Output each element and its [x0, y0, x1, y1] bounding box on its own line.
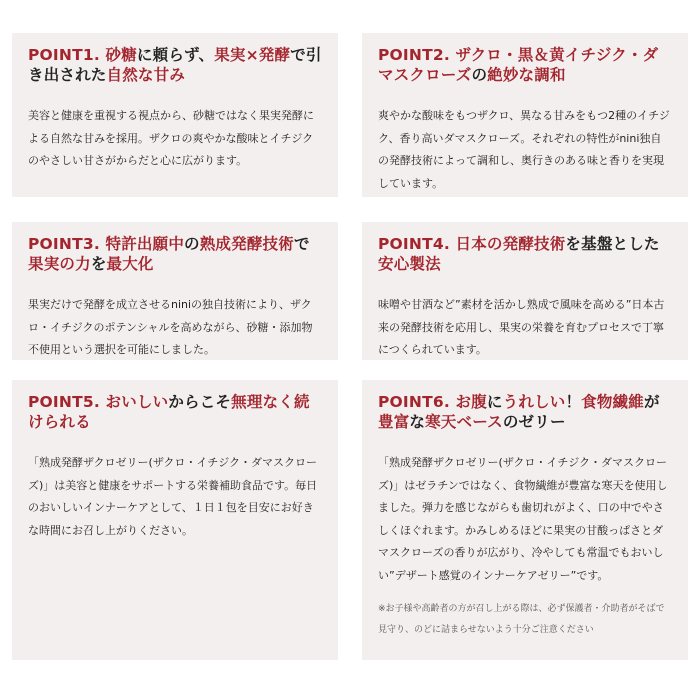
- point-card-2: [362, 33, 688, 197]
- title-highlight: 最大化: [106, 255, 154, 273]
- title-highlight: POINT4. 日本の発酵技術: [378, 235, 566, 253]
- title-highlight: POINT2. ザクロ・黒＆黄イチジク・ダマスクローズ: [378, 46, 659, 84]
- title-text: を: [90, 255, 107, 273]
- title-highlight: POINT3. 特許出願中: [28, 235, 185, 253]
- title-highlight: 果実の力: [28, 255, 91, 273]
- point-title: [378, 392, 672, 432]
- point-title: [28, 392, 322, 432]
- title-text: からこそ: [168, 393, 232, 411]
- point-description: 爽やかな酸味をもつザクロ、異なる甘みをもつ2種のイチジク、香り高いダマスクローズ。それぞれの特性がnini独自の発酵技術によって調和し、奥行きのある味と香りを実現しています。: [378, 109, 670, 190]
- title-highlight: 豊富: [378, 413, 410, 431]
- point-title: [28, 45, 322, 85]
- title-text: の: [471, 66, 488, 84]
- point-card-1: [12, 33, 338, 197]
- title-highlight: 安心製法: [378, 255, 441, 273]
- point-card-3: [12, 222, 338, 360]
- title-text: ！: [565, 393, 582, 411]
- point-description: 「熟成発酵ザクロゼリー(ザクロ・イチジク・ダマスクローズ)」は美容と健康をサポートする栄養補助食品です。毎日のおいしいインナーケアとして、１日１包を目安にお好きな時間にお召し上がりください。: [28, 456, 318, 537]
- title-text: に: [486, 393, 503, 411]
- point-title: [378, 234, 672, 274]
- title-highlight: うれしい: [502, 393, 566, 411]
- title-highlight: POINT6. お腹: [378, 393, 487, 411]
- title-text: な: [409, 413, 426, 431]
- title-text: の: [184, 235, 200, 253]
- point-description: 果実だけで発酵を成立させるniniの独自技術により、ザクロ・イチジクのポテンシャルを高めながら、砂糖・添加物不使用という選択を可能にしました。: [28, 298, 313, 356]
- title-text: で引き出された: [28, 46, 322, 84]
- point-title: [28, 234, 322, 274]
- point-description: 味噌や甘酒など”素材を活かし熟成で風味を高める”日本古来の発酵技術を応用し、果実の栄養を育むプロセスで丁寧につくられています。: [378, 298, 665, 356]
- point-description: 「熟成発酵ザクロゼリー(ザクロ・イチジク・ダマスクローズ)」はゼラチンではなく、食物繊維が豊富な寒天を使用しました。弾力を感じながらも歯切れがよく、口の中でやさしくほぐれます。かみしめるほどに果実の甘酸っぱさとダマスクローズの香りが広がり、冷やしても常温でもおいしい”デザート感覚のインナーケアゼリー”です。: [378, 456, 668, 582]
- title-text: で: [293, 235, 310, 253]
- title-highlight: 寒天ベース: [425, 413, 503, 431]
- point-description: 美容と健康を重視する視点から、砂糖ではなく果実発酵による自然な甘みを採用。ザクロの爽やかな酸味とイチジクのやさしい甘さがからだと心に広がります。: [28, 109, 314, 167]
- caution-note: ※お子様や高齢者の方が召し上がる際は、必ず保護者・介助者がそばで見守り、のどに詰まらせないよう十分ご注意ください: [378, 604, 665, 635]
- title-text: のゼリー: [502, 413, 566, 431]
- title-highlight: 自然な甘み: [106, 66, 186, 84]
- title-text: を基盤とした: [565, 235, 660, 253]
- point-title: [378, 45, 672, 85]
- title-highlight: 絶妙な調和: [487, 66, 566, 84]
- title-highlight: 無理なく続けられる: [28, 393, 310, 431]
- title-highlight: POINT1. 砂糖: [28, 46, 137, 64]
- title-text: が: [643, 393, 660, 411]
- title-highlight: 食物繊維: [581, 393, 644, 411]
- title-highlight: 熟成発酵技術: [199, 235, 294, 253]
- title-highlight: 果実×発酵: [214, 46, 291, 64]
- point-card-5: [12, 380, 338, 660]
- title-text: に頼らず、: [136, 46, 215, 64]
- point-card-4: [362, 222, 688, 360]
- title-highlight: POINT5. おいしい: [28, 393, 169, 411]
- point-card-6: [362, 380, 688, 660]
